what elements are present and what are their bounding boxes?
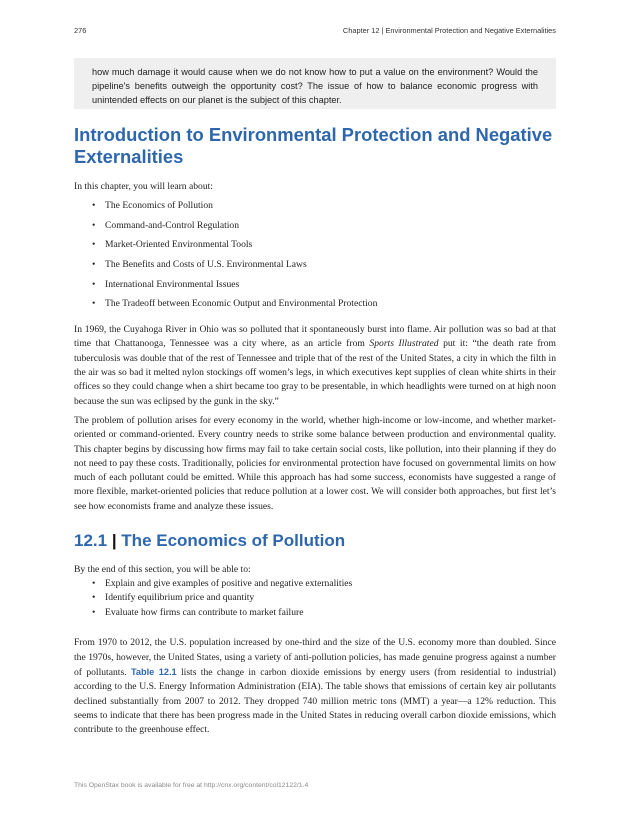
table-12-1-link[interactable]: Table 12.1 — [130, 667, 177, 678]
bullet-icon: • — [92, 278, 96, 290]
topic-item — [74, 199, 556, 219]
topic-label: Market-Oriented Environmental Tools — [105, 239, 253, 251]
intro-continuation-box — [74, 58, 556, 109]
bullet-icon: • — [92, 606, 96, 618]
objective-item — [74, 591, 556, 606]
section-title: The Economics of Pollution — [121, 530, 346, 550]
objective-label: Evaluate how firms can contribute to market failure — [105, 606, 304, 618]
topic-label: The Benefits and Costs of U.S. Environmental Laws — [105, 259, 307, 271]
chapter-topics-list — [74, 199, 556, 317]
topics-lead-in: In this chapter, you will learn about: — [74, 181, 213, 192]
topic-item — [74, 258, 556, 278]
topic-item — [74, 219, 556, 239]
objective-label: Identify equilibrium price and quantity — [105, 592, 255, 604]
publication-title: Sports Illustrated — [369, 338, 439, 350]
section-heading — [74, 530, 556, 552]
objective-item — [74, 606, 556, 621]
page-footer — [74, 782, 308, 789]
objectives-lead-in: By the end of this section, you will be able to: — [74, 563, 251, 575]
bullet-icon: • — [92, 577, 96, 589]
objective-item — [74, 577, 556, 592]
paragraph-text: From 1970 to 2012, the U.S. population increased by one-third and the size of the U.S. economy more than doubled. Since the 1970s, however, the United States, using a variety of anti-pollution policies, has made genuine progress against a number of pollutants. — [74, 637, 556, 679]
bullet-icon: • — [92, 200, 96, 211]
cuyahoga-paragraph — [74, 323, 556, 409]
bullet-icon: • — [92, 592, 96, 604]
section-separator: | — [107, 530, 122, 550]
paragraph-text: lists the change in carbon dioxide emissions by energy users (from residential to industrial) according to the U.S. Energy Information Administration (EIA). The table shows that emissions of certain key air pollutants declined substantially from 2007 to 2012. They dropped 740 million metric tons (MMT) a year—a 12% reduction. This seems to indicate that there has been progress made in the United States in reducing overall carbon dioxide emissions, which contribute to the greenhouse effect. — [74, 667, 556, 736]
section-number: 12.1 — [74, 530, 108, 550]
objective-label: Explain and give examples of positive and negative externalities — [105, 577, 353, 589]
footer-availability-text: This OpenStax book is available for free at http://cnx.org/content/col12122/1.4 — [74, 782, 309, 789]
chapter-intro-title: Introduction to Environmental Protection and Negative Externalities — [74, 124, 553, 167]
topic-label: The Tradeoff between Economic Output and Environmental Protection — [105, 298, 378, 310]
bullet-icon: • — [92, 298, 96, 310]
bullet-icon: • — [92, 219, 96, 231]
topic-item — [74, 297, 556, 317]
bullet-icon: • — [92, 239, 96, 251]
emissions-paragraph — [74, 636, 556, 737]
page-number: 276 — [74, 26, 87, 35]
page-header — [74, 24, 556, 38]
paragraph-text: In 1969, the Cuyahoga River in Ohio was so polluted that it spontaneously burst into flame. Air pollution was so bad at that time that Chattanooga, Tennessee was a city where, as an article from — [74, 324, 556, 350]
paragraph-text: put it: “the death rate from tuberculosis was double that of the rest of Tennessee and triple that of the rest of the United States, a city in which the filth in the air was so bad it melted nylon stockings off women’s legs, in which executives kept supplies of clean white shirts in their offices so they could change when a shirt became too gray to be presentable, in which headlights were turned on at high noon because the sun was eclipsed by the gunk in the sky.” — [74, 338, 556, 407]
topic-label: Command-and-Control Regulation — [105, 219, 240, 231]
running-head: Chapter 12 | Environmental Protection and Negative Externalities — [342, 26, 556, 35]
bullet-icon: • — [92, 259, 96, 271]
intro-box-text: how much damage it would cause when we do not know how to put a value on the environment? Would the pipeline's benefits outweigh the opportunity cost? The issue of how to balance economic progress with unintended effects on our planet is the subject of this chapter. — [92, 67, 538, 105]
topic-item — [74, 238, 556, 258]
learning-objectives-list — [74, 577, 556, 621]
topic-item — [74, 278, 556, 298]
topic-label: The Economics of Pollution — [105, 200, 213, 211]
topic-label: International Environmental Issues — [105, 278, 240, 290]
main-content — [74, 124, 556, 738]
pollution-problem-paragraph: The problem of pollution arises for every economy in the world, whether high-income or low-income, and whether market-oriented or command-oriented. Every country needs to strike some balance between production and environmental quality. This chapter begins by discussing how firms may fail to take certain social costs, like pollution, into their planning if they do not need to pay these costs. Traditionally, policies for environmental protection have focused on governmental limits on how much of each pollutant could be emitted. While this approach has had some success, economists have suggested a range of more flexible, market-oriented policies that reduce pollution at a lower cost. We will consider both approaches, but first let’s see how economists frame and analyze these issues. — [74, 414, 556, 512]
